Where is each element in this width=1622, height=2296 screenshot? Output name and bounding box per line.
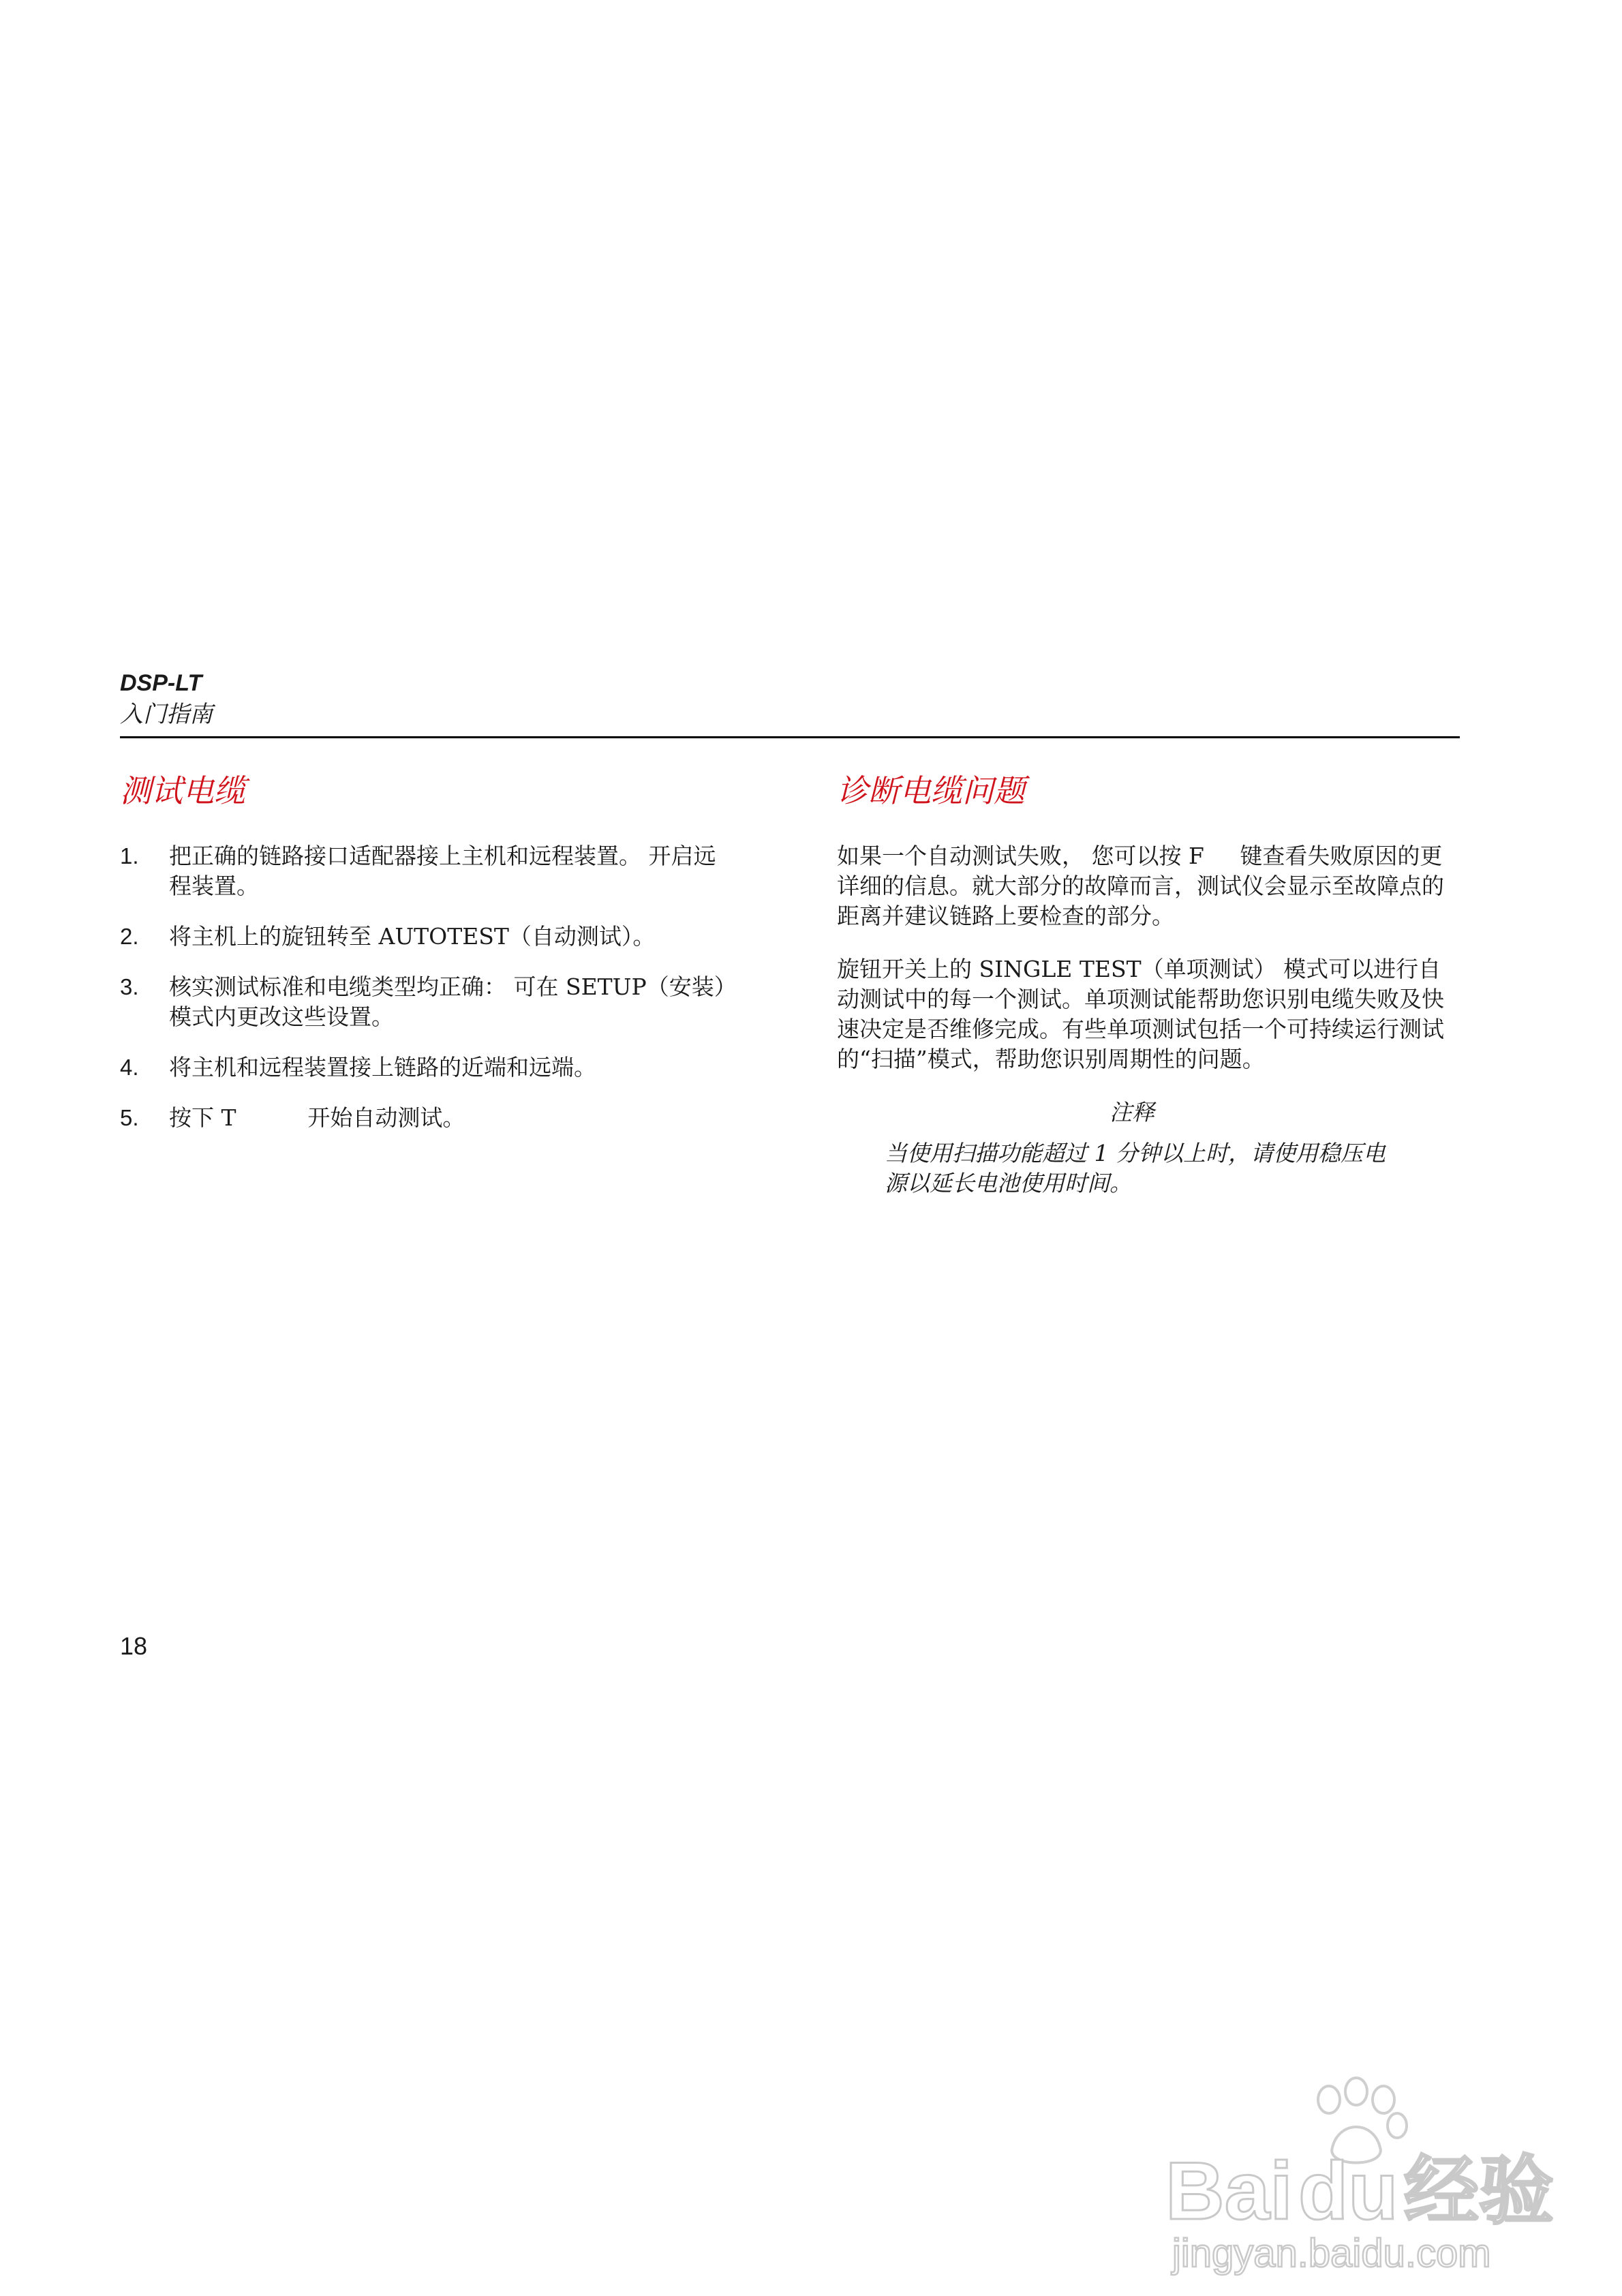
watermark-brand: Bai: [1165, 2145, 1293, 2237]
watermark-product: 经验: [1404, 2149, 1554, 2233]
section-heading-test-cable: 测试电缆: [120, 772, 245, 809]
step-text: 将主机上的旋钮转至 AUTOTEST（自动测试）。: [169, 923, 656, 950]
list-item: [120, 1053, 733, 1083]
note-title: 注释: [1110, 1099, 1154, 1126]
step-number: 1.: [120, 843, 139, 868]
right-column: [837, 770, 1450, 1198]
step-number: 5.: [120, 1105, 139, 1130]
list-item: [120, 841, 733, 901]
step-text: 核实测试标准和电缆类型均正确： 可在 SETUP（安装）模式内更改这些设置。: [169, 973, 726, 1030]
section-heading-diagnose: 诊断电缆问题: [837, 772, 1025, 809]
list-item: [120, 922, 733, 952]
step-number: 2.: [120, 924, 139, 949]
diagnose-paragraph-2: 旋钮开关上的 SINGLE TEST（单项测试） 模式可以进行自动测试中的每一个测试。单项测试能帮助您识别电缆失败及快速决定是否维修完成。有些单项测试包括一个可持续运行测试的“扫描”模式，帮助您识别周期性的问题。: [837, 956, 1444, 1072]
step-text: 按下 T 开始自动测试。: [169, 1104, 465, 1131]
step-text: 把正确的链路接口适配器接上主机和远程装置。 开启远程装置。: [169, 843, 716, 899]
note-body: 当使用扫描功能超过 1 分钟以上时，请使用稳压电源以延长电池使用时间。: [885, 1140, 1386, 1196]
list-item: [120, 1103, 733, 1133]
steps-list: [120, 841, 733, 1133]
page-number: 18: [120, 1632, 148, 1660]
step-number: 3.: [120, 974, 139, 999]
watermark-url: jingyan.baidu.com: [1172, 2231, 1491, 2276]
step-number: 4.: [120, 1055, 139, 1080]
list-item: [120, 972, 733, 1032]
watermark-brand-2: du: [1298, 2145, 1398, 2237]
product-name: DSP-LT: [120, 670, 202, 696]
page-header: [120, 668, 213, 731]
header-divider: [120, 736, 1460, 738]
diagnose-paragraph-1: 如果一个自动测试失败， 您可以按 F 键查看失败原因的更详细的信息。就大部分的故障而言，测试仪会显示至故障点的距离并建议链路上要检查的部分。: [837, 843, 1444, 929]
left-column: [120, 770, 733, 1153]
step-text: 将主机和远程装置接上链路的近端和远端。: [169, 1054, 596, 1081]
baidu-watermark: [1159, 2072, 1581, 2277]
guide-subtitle: 入门指南: [120, 701, 213, 728]
